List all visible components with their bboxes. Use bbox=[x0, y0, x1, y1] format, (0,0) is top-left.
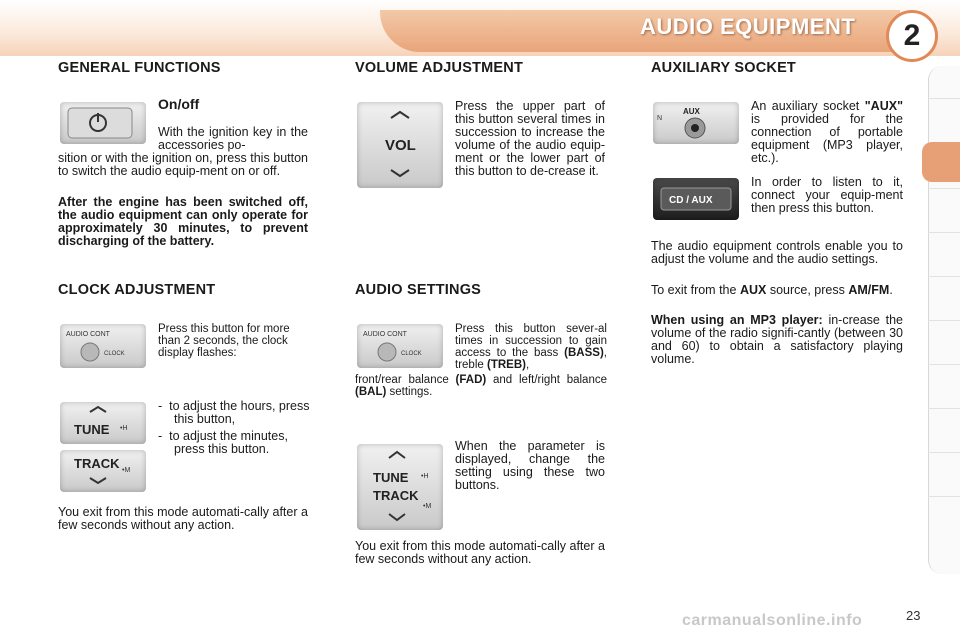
cd-aux-label: CD / AUX bbox=[669, 195, 713, 206]
track-m-label: •M bbox=[122, 467, 131, 474]
tune-button-image bbox=[60, 402, 146, 444]
track-button-image bbox=[60, 450, 146, 492]
volume-adjustment-heading: VOLUME ADJUSTMENT bbox=[355, 60, 524, 76]
aux-label: AUX bbox=[683, 107, 700, 116]
audio-exit-text: You exit from this mode automati-cally after a few seconds without any action. bbox=[355, 539, 605, 566]
power-button-image bbox=[60, 102, 146, 144]
aux-enable-text: The audio equipment controls enable you to adjust the volume and the audio settings. bbox=[651, 239, 903, 266]
clock-label: CLOCK bbox=[104, 351, 125, 357]
onoff-text-a: With the ignition key in the accessories po- bbox=[158, 125, 308, 152]
column-auxiliary bbox=[651, 62, 905, 382]
column-volume-audio bbox=[355, 62, 607, 592]
volume-text: Press the upper part of this button several times in succession to increase the volume of the audio equip-ment or the lower part of this button to de-crease it. bbox=[455, 99, 605, 178]
clock-button-image bbox=[60, 324, 146, 368]
page-number: 23 bbox=[906, 608, 921, 623]
chapter-tab-10[interactable] bbox=[928, 496, 960, 537]
track-m-label-2: •M bbox=[423, 503, 432, 510]
tune-label-2: TUNE bbox=[373, 470, 409, 485]
track-label: TRACK bbox=[74, 456, 120, 471]
clock-step-hours: - to adjust the hours, press this button, bbox=[158, 399, 310, 426]
tune-h-label-2: •H bbox=[421, 473, 429, 480]
auxiliary-socket-heading: AUXILIARY SOCKET bbox=[651, 60, 796, 76]
tune-track-button-image bbox=[357, 444, 443, 530]
volume-button-image bbox=[357, 102, 443, 188]
watermark: carmanualsonline.info bbox=[682, 612, 863, 629]
chapter-tab-2-active[interactable] bbox=[922, 142, 960, 182]
onoff-text-b: sition or with the ignition on, press this button to switch the audio equip-ment on or off. bbox=[58, 151, 308, 178]
page-title: AUDIO EQUIPMENT bbox=[640, 14, 856, 39]
cd-aux-button-image bbox=[653, 178, 739, 220]
chapter-tab-8[interactable] bbox=[928, 408, 960, 449]
track-label-2: TRACK bbox=[373, 488, 419, 503]
chapter-tab-9[interactable] bbox=[928, 452, 960, 493]
tune-h-label: •H bbox=[120, 425, 128, 432]
n-label: N bbox=[657, 115, 663, 122]
clock-exit-text: You exit from this mode automati-cally after a few seconds without any action. bbox=[58, 505, 308, 532]
vol-label: VOL bbox=[385, 137, 416, 154]
chapter-tab-7[interactable] bbox=[928, 364, 960, 405]
tune-label: TUNE bbox=[74, 422, 110, 437]
onoff-title: On/off bbox=[158, 96, 200, 112]
chapter-tab-3[interactable] bbox=[928, 188, 960, 229]
audio-cont-label-2: AUDIO CONT bbox=[363, 331, 407, 338]
aux-socket-image bbox=[653, 102, 739, 144]
parameter-text: When the parameter is displayed, change the setting using these two buttons. bbox=[455, 439, 605, 492]
aux-listen-text: In order to listen to it, connect your equip-ment then press this button. bbox=[751, 175, 903, 215]
audio-settings-text-a: Press this button sever-al times in succession to gain access to the bass (BASS), treble (TREB), bbox=[455, 323, 607, 371]
aux-jack-icon bbox=[691, 124, 699, 132]
chapter-tab-1[interactable] bbox=[928, 98, 960, 139]
aux-text: An auxiliary socket "AUX" is provided for the connection of portable equipment (MP3 player, etc.). bbox=[751, 99, 903, 165]
battery-warning: After the engine has been switched off, the audio equipment can only operate for approximately 30 minutes, to prevent discharging of the battery. bbox=[58, 195, 308, 248]
clock-intro: Press this button for more than 2 seconds, the clock display flashes: bbox=[158, 323, 290, 359]
chapter-tab-5[interactable] bbox=[928, 276, 960, 317]
chapter-tab-6[interactable] bbox=[928, 320, 960, 361]
column-general-clock bbox=[58, 62, 310, 562]
general-functions-heading: GENERAL FUNCTIONS bbox=[58, 60, 221, 76]
audio-cont-button-image bbox=[357, 324, 443, 368]
mp3-text: When using an MP3 player: in-crease the volume of the radio signifi-cantly (between 30 and 60) to obtain a satisfactory playing volume. bbox=[651, 313, 903, 366]
audio-settings-heading: AUDIO SETTINGS bbox=[355, 282, 482, 298]
clock-label-2: CLOCK bbox=[401, 351, 422, 357]
chapter-badge: 2 bbox=[886, 10, 938, 62]
clock-adjustment-heading: CLOCK ADJUSTMENT bbox=[58, 282, 216, 298]
audio-settings-text-b: front/rear balance (FAD) and left/right balance (BAL) settings. bbox=[355, 374, 607, 398]
clock-steps bbox=[158, 400, 310, 460]
aux-exit-text: To exit from the AUX source, press AM/FM. bbox=[651, 283, 893, 297]
audio-cont-label: AUDIO CONT bbox=[66, 331, 110, 338]
clock-step-minutes: - to adjust the minutes, press this button. bbox=[158, 429, 288, 456]
chapter-tab-4[interactable] bbox=[928, 232, 960, 273]
